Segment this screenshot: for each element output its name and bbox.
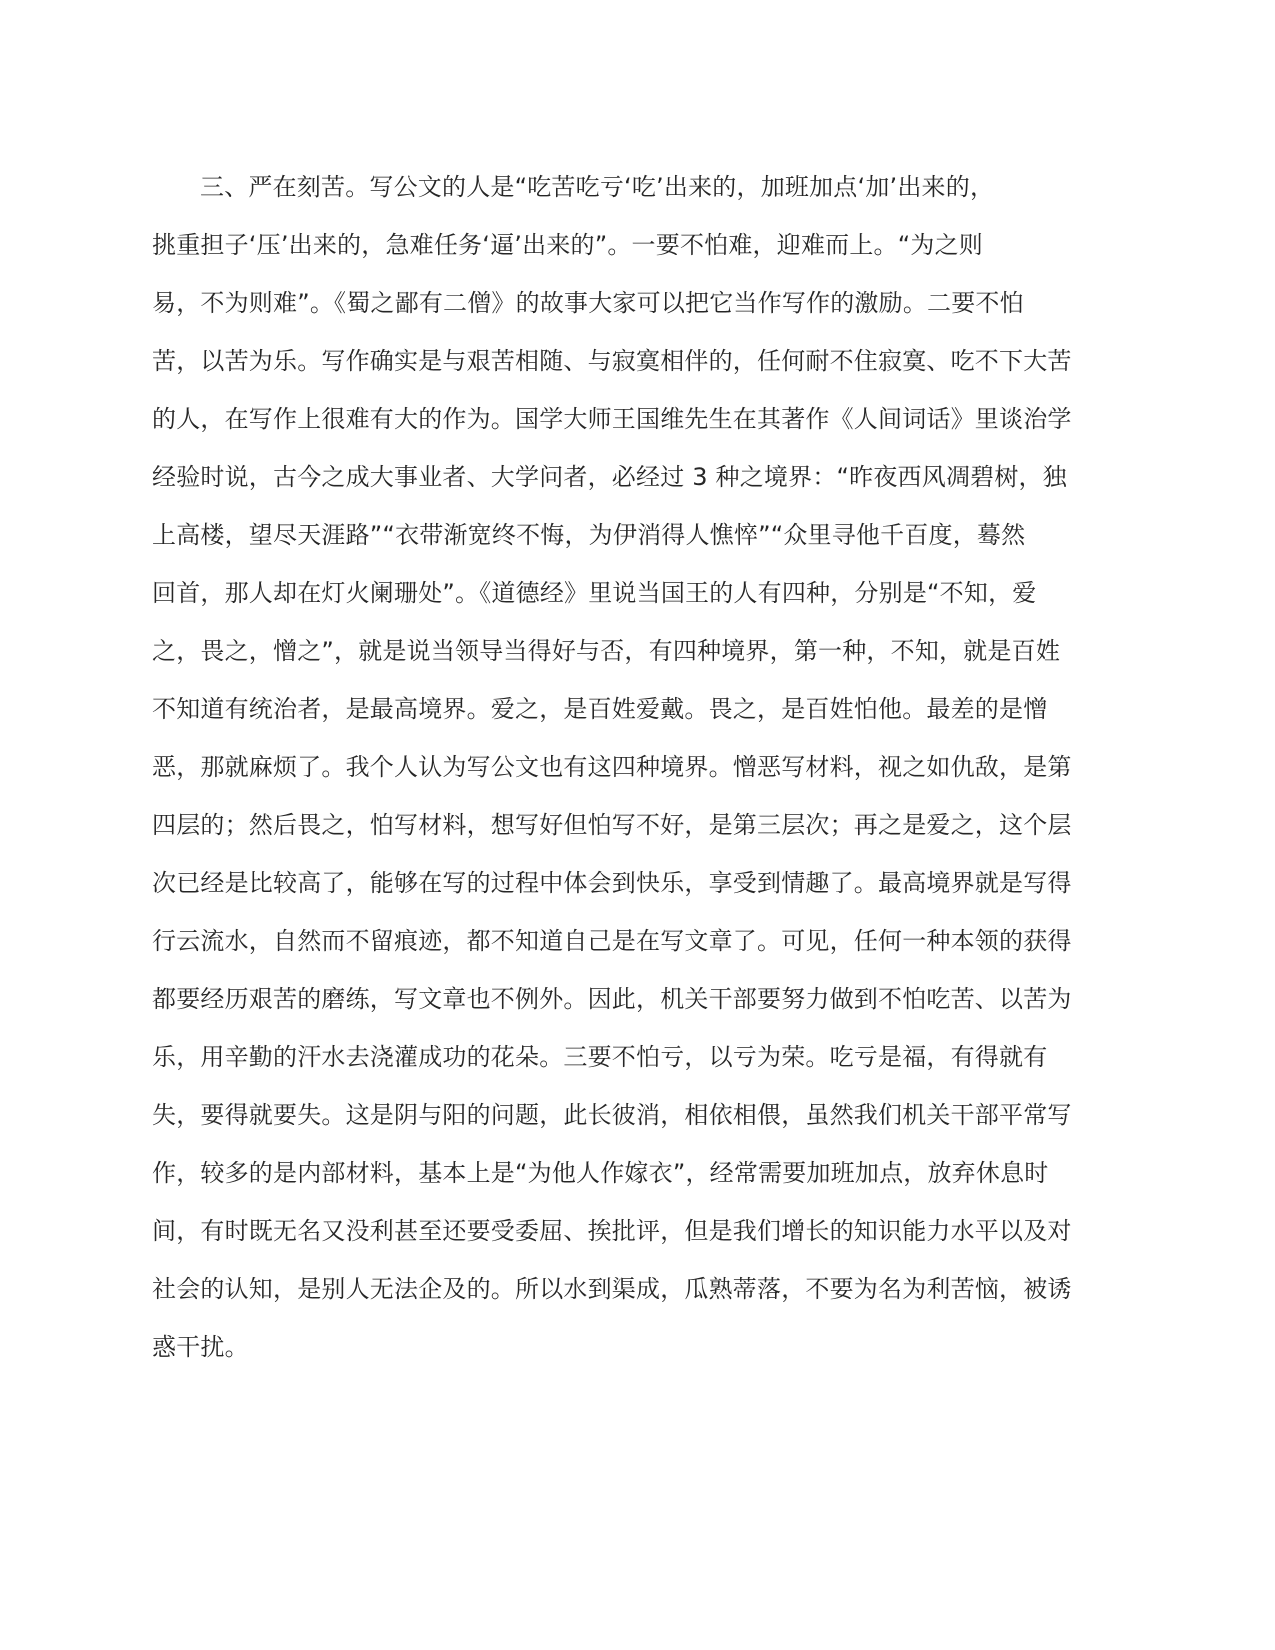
paragraph-line: 社会的认知，是别人无法企及的。所以水到渠成，瓜熟蒂落，不要为名为利苦恼，被诱 <box>152 1275 1072 1303</box>
paragraph-line: 上高楼，望尽天涯路”“衣带渐宽终不悔，为伊消得人憔悴”“众里寻他千百度，蓦然 <box>152 521 1026 549</box>
paragraph-line: 挑重担子‘压’出来的，急难任务‘逼’出来的”。一要不怕难，迎难而上。“为之则 <box>152 231 983 259</box>
paragraph-line: 次已经是比较高了，能够在写的过程中体会到快乐，享受到情趣了。最高境界就是写得 <box>152 869 1072 897</box>
paragraph-line: 的人，在写作上很难有大的作为。国学大师王国维先生在其著作《人间词话》里谈治学 <box>152 405 1072 433</box>
paragraph-line: 四层的；然后畏之，怕写材料，想写好但怕写不好，是第三层次；再之是爱之，这个层 <box>152 811 1072 839</box>
paragraph-line: 乐，用辛勤的汗水去浇灌成功的花朵。三要不怕亏，以亏为荣。吃亏是福，有得就有 <box>152 1043 1048 1071</box>
paragraph-line: 惑干扰。 <box>152 1333 249 1361</box>
paragraph-line: 失，要得就要失。这是阴与阳的问题，此长彼消，相依相偎，虽然我们机关干部平常写 <box>152 1101 1072 1129</box>
paragraph-line: 都要经历艰苦的磨练，写文章也不例外。因此，机关干部要努力做到不怕吃苦、以苦为 <box>152 985 1072 1013</box>
paragraph-line: 经验时说，古今之成大事业者、大学问者，必经过 3 种之境界：“昨夜西风凋碧树，独 <box>152 463 1067 491</box>
body-paragraph <box>152 158 1112 1376</box>
paragraph-line: 苦，以苦为乐。写作确实是与艰苦相随、与寂寞相伴的，任何耐不住寂寞、吃不下大苦 <box>152 347 1072 375</box>
paragraph-line: 作，较多的是内部材料，基本上是“为他人作嫁衣”，经常需要加班加点，放弃休息时 <box>152 1159 1049 1187</box>
paragraph-line: 易，不为则难”。《蜀之鄙有二僧》的故事大家可以把它当作写作的激励。二要不怕 <box>152 289 1024 317</box>
paragraph-line: 之，畏之，憎之”，就是说当领导当得好与否，有四种境界，第一种，不知，就是百姓 <box>152 637 1061 665</box>
paragraph-line: 间，有时既无名又没利甚至还要受委屈、挨批评，但是我们增长的知识能力水平以及对 <box>152 1217 1072 1245</box>
paragraph-line: 回首，那人却在灯火阑珊处”。《道德经》里说当国王的人有四种，分别是“不知，爱 <box>152 579 1037 607</box>
paragraph-line: 行云流水，自然而不留痕迹，都不知道自己是在写文章了。可见，任何一种本领的获得 <box>152 927 1072 955</box>
paragraph-line: 不知道有统治者，是最高境界。爱之，是百姓爱戴。畏之，是百姓怕他。最差的是憎 <box>152 695 1048 723</box>
paragraph-line: 三、严在刻苦。写公文的人是“吃苦吃亏‘吃’出来的，加班加点‘加’出来的， <box>200 173 995 201</box>
paragraph-line: 恶，那就麻烦了。我个人认为写公文也有这四种境界。憎恶写材料，视之如仇敌，是第 <box>152 753 1072 781</box>
